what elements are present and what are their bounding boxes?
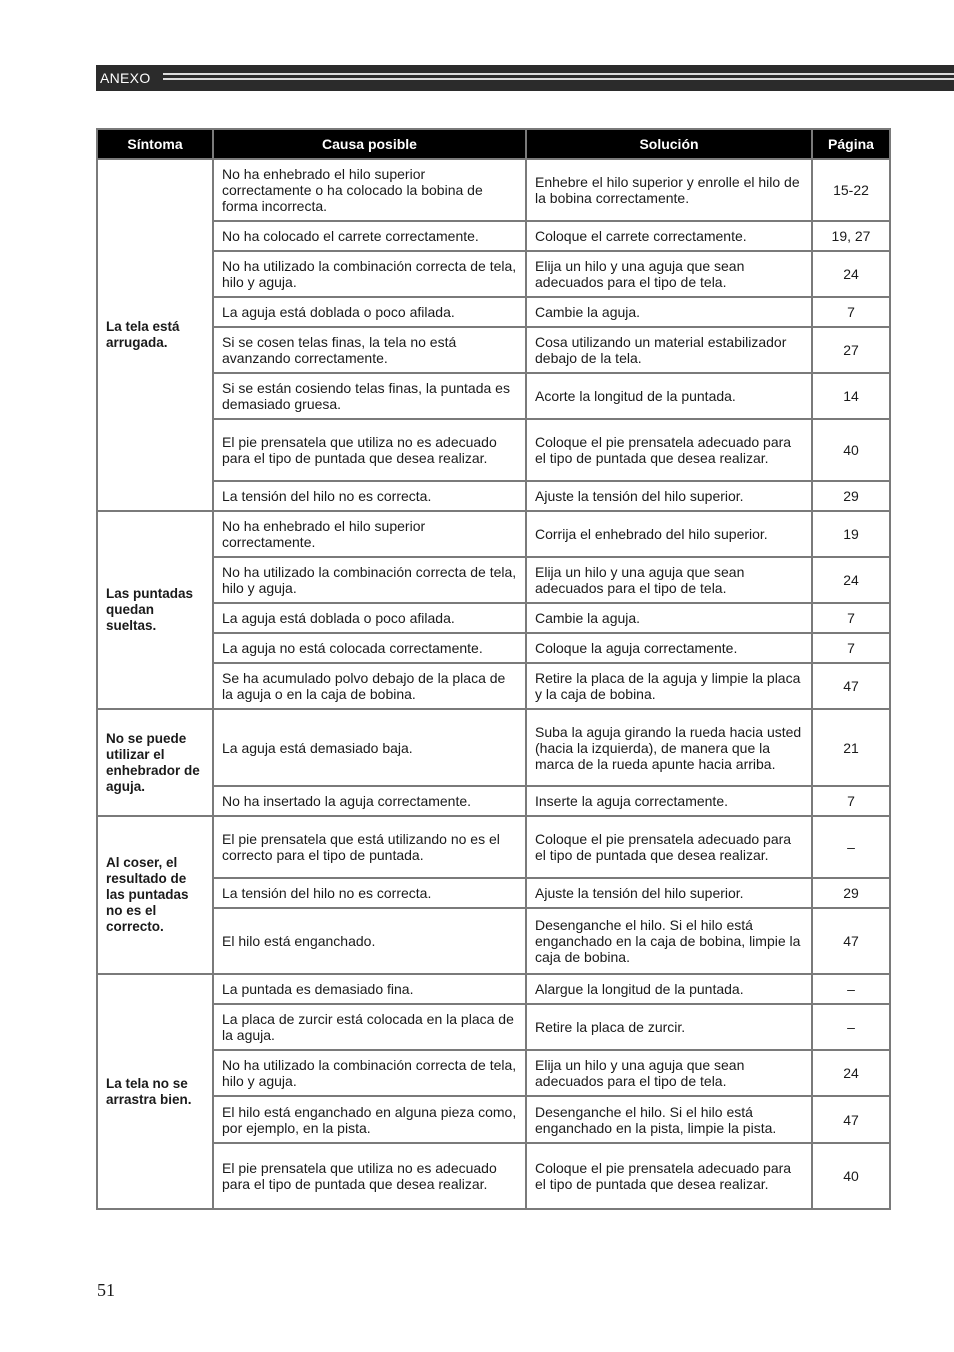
table-row (97, 481, 890, 511)
table-row (97, 974, 890, 1004)
page-cell: 47 (812, 908, 890, 974)
cause-cell: El hilo está enganchado. (213, 908, 526, 974)
table-row (97, 1004, 890, 1050)
solution-cell: Cambie la aguja. (526, 297, 812, 327)
column-header-solution: Solución (526, 129, 812, 159)
symptom-cell: La tela está arrugada. (97, 159, 213, 511)
solution-cell: Elija un hilo y una aguja que sean adecuados para el tipo de tela. (526, 251, 812, 297)
page-cell: – (812, 816, 890, 878)
table-header-row (97, 129, 890, 159)
solution-cell: Ajuste la tensión del hilo superior. (526, 878, 812, 908)
solution-cell: Corrija el enhebrado del hilo superior. (526, 511, 812, 557)
page-cell: 24 (812, 251, 890, 297)
table-row (97, 633, 890, 663)
cause-cell: La placa de zurcir está colocada en la placa de la aguja. (213, 1004, 526, 1050)
solution-cell: Acorte la longitud de la puntada. (526, 373, 812, 419)
column-header-symptom: Síntoma (97, 129, 213, 159)
symptom-cell: No se puede utilizar el enhebrador de aguja. (97, 709, 213, 816)
table-row (97, 251, 890, 297)
solution-cell: Coloque el pie prensatela adecuado para el tipo de puntada que desea realizar. (526, 1143, 812, 1209)
cause-cell: No ha utilizado la combinación correcta de tela, hilo y aguja. (213, 251, 526, 297)
cause-cell: Si se cosen telas finas, la tela no está avanzando correctamente. (213, 327, 526, 373)
page-cell: 7 (812, 786, 890, 816)
symptom-cell: Las puntadas quedan sueltas. (97, 511, 213, 709)
page-cell: 29 (812, 481, 890, 511)
solution-cell: Suba la aguja girando la rueda hacia usted (hacia la izquierda), de manera que la marca de la rueda apunte hacia arriba. (526, 709, 812, 786)
cause-cell: El pie prensatela que utiliza no es adecuado para el tipo de puntada que desea realizar. (213, 419, 526, 481)
table-row (97, 709, 890, 786)
solution-cell: Cosa utilizando un material estabilizador debajo de la tela. (526, 327, 812, 373)
table-row (97, 297, 890, 327)
cause-cell: El pie prensatela que utiliza no es adecuado para el tipo de puntada que desea realizar. (213, 1143, 526, 1209)
table-row (97, 159, 890, 221)
column-header-page: Página (812, 129, 890, 159)
cause-cell: Si se están cosiendo telas finas, la puntada es demasiado gruesa. (213, 373, 526, 419)
cause-cell: La aguja está demasiado baja. (213, 709, 526, 786)
cause-cell: Se ha acumulado polvo debajo de la placa de la aguja o en la caja de bobina. (213, 663, 526, 709)
cause-cell: La aguja no está colocada correctamente. (213, 633, 526, 663)
page-cell: 47 (812, 663, 890, 709)
cause-cell: La tensión del hilo no es correcta. (213, 878, 526, 908)
table-row (97, 557, 890, 603)
table-row (97, 816, 890, 878)
table-row (97, 221, 890, 251)
page-cell: 7 (812, 603, 890, 633)
page-cell: 24 (812, 557, 890, 603)
solution-cell: Coloque el pie prensatela adecuado para el tipo de puntada que desea realizar. (526, 419, 812, 481)
cause-cell: No ha utilizado la combinación correcta de tela, hilo y aguja. (213, 557, 526, 603)
page-cell: 29 (812, 878, 890, 908)
cause-cell: La aguja está doblada o poco afilada. (213, 603, 526, 633)
table-row (97, 419, 890, 481)
cause-cell: No ha colocado el carrete correctamente. (213, 221, 526, 251)
table-row (97, 603, 890, 633)
cause-cell: No ha utilizado la combinación correcta de tela, hilo y aguja. (213, 1050, 526, 1096)
solution-cell: Desenganche el hilo. Si el hilo está enganchado en la caja de bobina, limpie la caja de bobina. (526, 908, 812, 974)
solution-cell: Alargue la longitud de la puntada. (526, 974, 812, 1004)
page-cell: 7 (812, 633, 890, 663)
cause-cell: La tensión del hilo no es correcta. (213, 481, 526, 511)
table-row (97, 327, 890, 373)
cause-cell: No ha enhebrado el hilo superior correctamente o ha colocado la bobina de forma incorrecta. (213, 159, 526, 221)
page-cell: 19, 27 (812, 221, 890, 251)
page-cell: 27 (812, 327, 890, 373)
symptom-cell: La tela no se arrastra bien. (97, 974, 213, 1209)
solution-cell: Desenganche el hilo. Si el hilo está enganchado en la pista, limpie la pista. (526, 1096, 812, 1143)
cause-cell: La puntada es demasiado fina. (213, 974, 526, 1004)
cause-cell: No ha enhebrado el hilo superior correctamente. (213, 511, 526, 557)
table-row (97, 878, 890, 908)
table-row (97, 1096, 890, 1143)
table-row (97, 511, 890, 557)
troubleshooting-table (96, 128, 891, 1210)
solution-cell: Coloque la aguja correctamente. (526, 633, 812, 663)
page-cell: 21 (812, 709, 890, 786)
solution-cell: Coloque el carrete correctamente. (526, 221, 812, 251)
page-cell: – (812, 1004, 890, 1050)
table-row (97, 663, 890, 709)
page-cell: 40 (812, 1143, 890, 1209)
table-row (97, 786, 890, 816)
solution-cell: Elija un hilo y una aguja que sean adecuados para el tipo de tela. (526, 557, 812, 603)
header-rule-lines (163, 70, 954, 86)
solution-cell: Retire la placa de zurcir. (526, 1004, 812, 1050)
table-row (97, 1050, 890, 1096)
solution-cell: Elija un hilo y una aguja que sean adecuados para el tipo de tela. (526, 1050, 812, 1096)
solution-cell: Retire la placa de la aguja y limpie la placa y la caja de bobina. (526, 663, 812, 709)
page-cell: 15-22 (812, 159, 890, 221)
cause-cell: El pie prensatela que está utilizando no es el correcto para el tipo de puntada. (213, 816, 526, 878)
column-header-cause: Causa posible (213, 129, 526, 159)
symptom-cell: Al coser, el resultado de las puntadas no es el correcto. (97, 816, 213, 974)
section-title: ANEXO (100, 70, 151, 86)
cause-cell: No ha insertado la aguja correctamente. (213, 786, 526, 816)
page-cell: 24 (812, 1050, 890, 1096)
page-number: 51 (97, 1280, 115, 1300)
solution-cell: Cambie la aguja. (526, 603, 812, 633)
page-cell: 19 (812, 511, 890, 557)
cause-cell: El hilo está enganchado en alguna pieza como, por ejemplo, en la pista. (213, 1096, 526, 1143)
table-row (97, 1143, 890, 1209)
page-cell: 7 (812, 297, 890, 327)
page-cell: 14 (812, 373, 890, 419)
page-cell: – (812, 974, 890, 1004)
page-cell: 47 (812, 1096, 890, 1143)
solution-cell: Ajuste la tensión del hilo superior. (526, 481, 812, 511)
table-row (97, 373, 890, 419)
solution-cell: Coloque el pie prensatela adecuado para el tipo de puntada que desea realizar. (526, 816, 812, 878)
page-cell: 40 (812, 419, 890, 481)
table-body (97, 159, 890, 1209)
solution-cell: Inserte la aguja correctamente. (526, 786, 812, 816)
cause-cell: La aguja está doblada o poco afilada. (213, 297, 526, 327)
solution-cell: Enhebre el hilo superior y enrolle el hilo de la bobina correctamente. (526, 159, 812, 221)
table-row (97, 908, 890, 974)
